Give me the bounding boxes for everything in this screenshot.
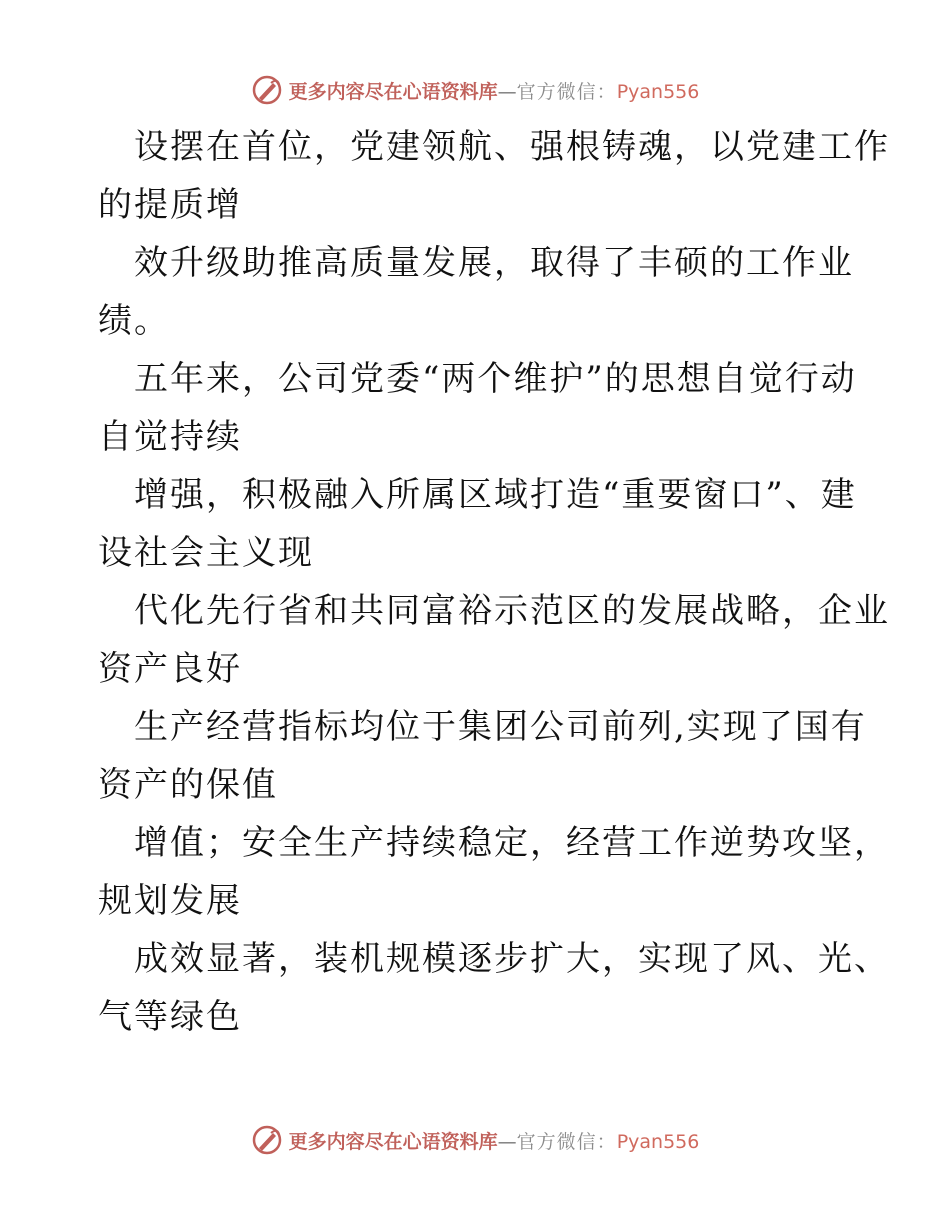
paragraph	[98, 582, 888, 698]
banner-wechat-id: Pyan556	[616, 80, 700, 103]
paragraph-continuation: 规划发展	[98, 881, 242, 921]
paragraph-first-line: 成效显著，装机规模逐步扩大，实现了风、光、	[134, 939, 890, 979]
header-banner	[0, 70, 950, 110]
banner-wechat-label: 官方微信：	[516, 1130, 617, 1153]
paragraph	[98, 466, 888, 582]
paragraph	[98, 234, 888, 350]
paragraph	[98, 118, 888, 234]
banner-dash: —	[497, 1130, 517, 1153]
document-body	[98, 118, 888, 1046]
footer-banner	[0, 1120, 950, 1160]
paragraph-continuation: 设社会主义现	[98, 533, 314, 573]
paragraph-first-line: 代化先行省和共同富裕示范区的发展战略，企业	[134, 591, 890, 631]
paragraph-continuation: 资产良好	[98, 649, 242, 689]
paragraph	[98, 698, 888, 814]
paragraph-first-line: 增强，积极融入所属区域打造“重要窗口”、建	[134, 475, 857, 515]
paragraph-continuation: 的提质增	[98, 185, 242, 225]
banner-library-text: 更多内容尽在心语资料库	[288, 80, 498, 103]
paragraph-continuation: 绩。	[98, 301, 170, 341]
paragraph-first-line: 五年来，公司党委“两个维护”的思想自觉行动	[134, 359, 857, 399]
paragraph-first-line: 增值；安全生产持续稳定，经营工作逆势攻坚，	[134, 823, 890, 863]
banner-dash: —	[497, 80, 517, 103]
paragraph-continuation: 自觉持续	[98, 417, 242, 457]
paragraph-continuation: 资产的保值	[98, 765, 278, 805]
banner-wechat-id: Pyan556	[616, 1130, 700, 1153]
paragraph	[98, 930, 888, 1046]
banner-library-text: 更多内容尽在心语资料库	[288, 1130, 498, 1153]
paragraph	[98, 814, 888, 930]
banner-text	[289, 77, 700, 104]
pen-seal-icon	[251, 74, 283, 106]
paragraph-first-line: 效升级助推高质量发展，取得了丰硕的工作业	[134, 243, 854, 283]
paragraph-continuation: 气等绿色	[98, 997, 242, 1037]
pen-seal-icon	[251, 1124, 283, 1156]
paragraph-first-line: 生产经营指标均位于集团公司前列,实现了国有	[134, 707, 867, 747]
banner-text	[289, 1127, 700, 1154]
banner-wechat-label: 官方微信：	[516, 80, 617, 103]
paragraph-first-line: 设摆在首位，党建领航、强根铸魂，以党建工作	[134, 127, 890, 167]
paragraph	[98, 350, 888, 466]
